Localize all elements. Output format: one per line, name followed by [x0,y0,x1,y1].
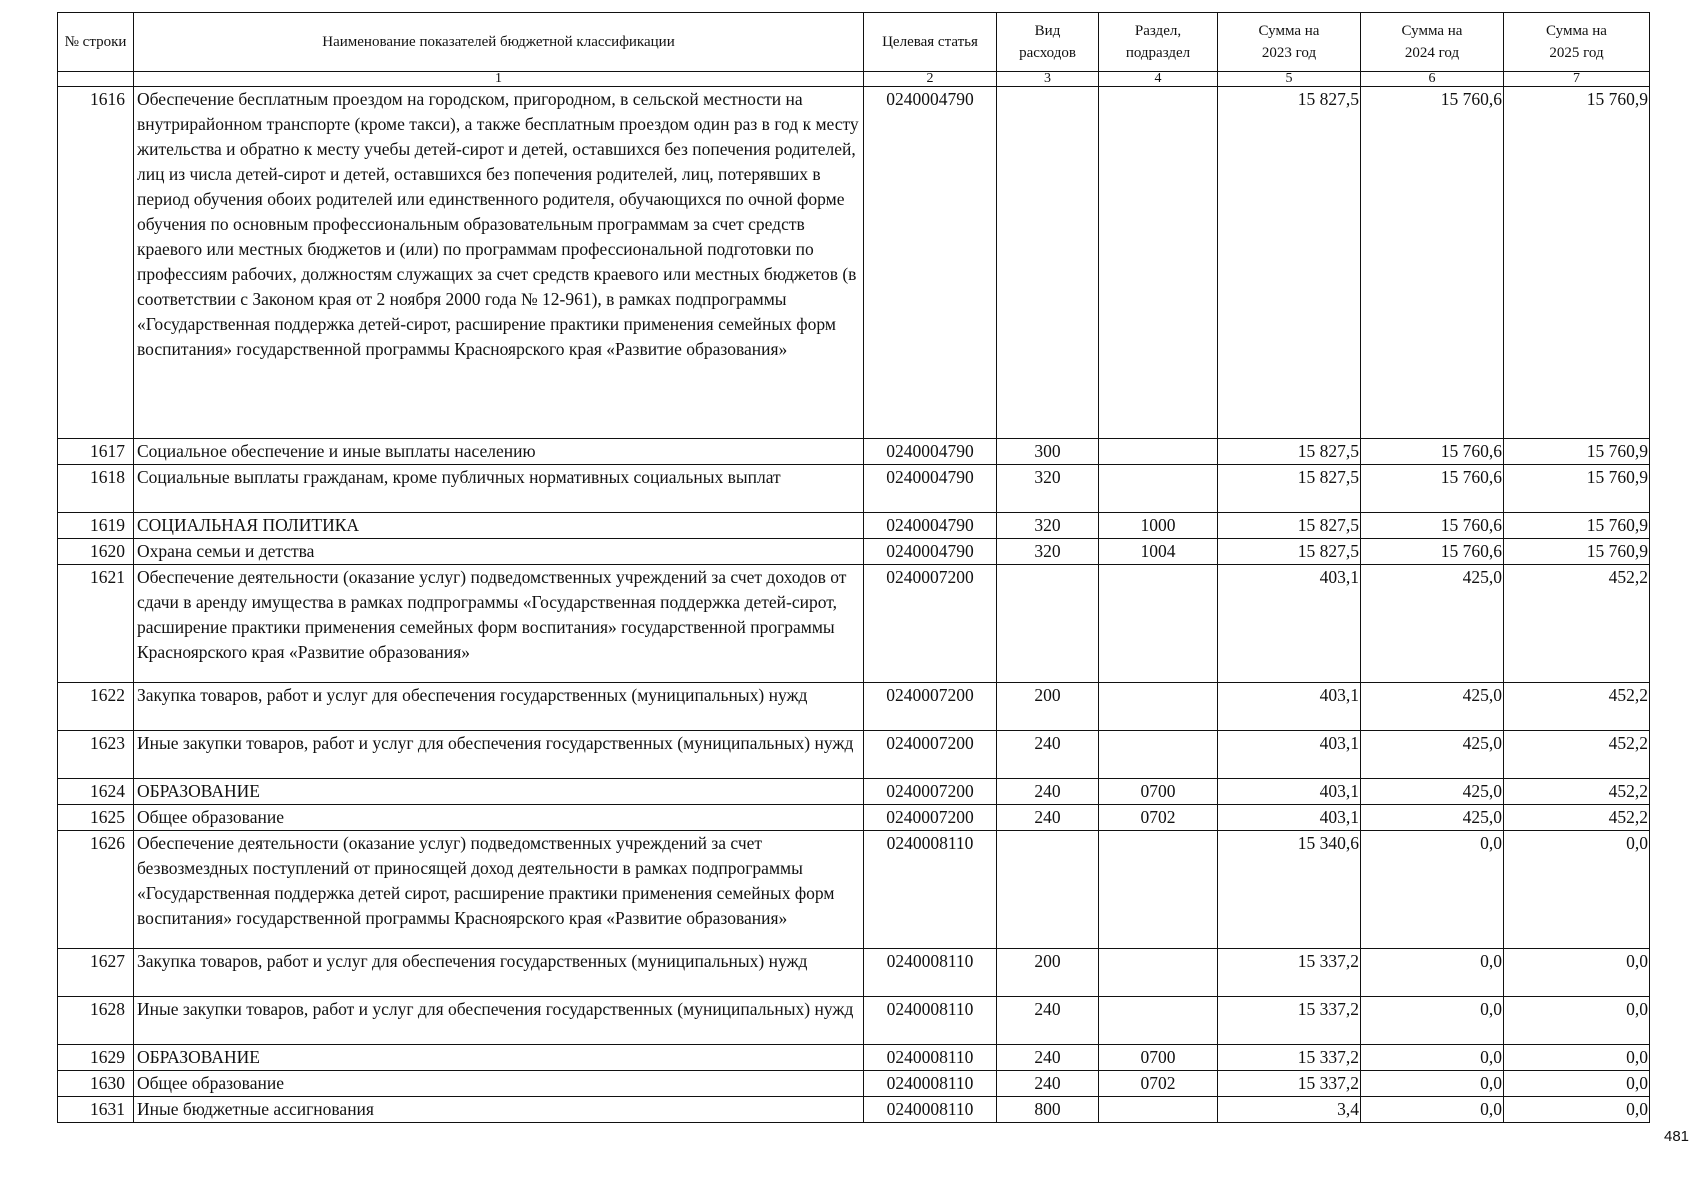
sum-2024: 425,0 [1361,683,1504,731]
target-article-code: 0240004790 [864,539,997,565]
row-number: 1619 [58,513,134,539]
row-number: 1617 [58,439,134,465]
table-row [58,805,1650,831]
sum-2024: 425,0 [1361,565,1504,683]
row-number: 1623 [58,731,134,779]
sum-2025: 15 760,9 [1504,465,1650,513]
target-article-code: 0240007200 [864,683,997,731]
indicator-name: Закупка товаров, работ и услуг для обеспечения государственных (муниципальных) нужд [134,949,864,997]
indicator-name: Закупка товаров, работ и услуг для обеспечения государственных (муниципальных) нужд [134,683,864,731]
sum-2023: 403,1 [1218,805,1361,831]
sum-2024: 0,0 [1361,1071,1504,1097]
row-number: 1626 [58,831,134,949]
expense-kind: 240 [997,997,1099,1045]
row-number: 1624 [58,779,134,805]
header-sum-2024-line2: 2024 год [1404,45,1460,61]
sum-2025: 0,0 [1504,1071,1650,1097]
sum-2023: 15 827,5 [1218,513,1361,539]
section-subsection: 1000 [1099,513,1218,539]
sum-2025: 452,2 [1504,805,1650,831]
section-subsection: 1004 [1099,539,1218,565]
sum-2025: 452,2 [1504,779,1650,805]
column-numbers-row [58,72,1650,87]
row-number: 1625 [58,805,134,831]
target-article-code: 0240008110 [864,997,997,1045]
section-subsection [1099,683,1218,731]
sum-2024: 425,0 [1361,731,1504,779]
table-row [58,779,1650,805]
expense-kind: 200 [997,683,1099,731]
table-row [58,683,1650,731]
sum-2025: 15 760,9 [1504,513,1650,539]
budget-table [57,12,1650,1123]
sum-2025: 0,0 [1504,1097,1650,1123]
header-sum-2023-line1: Сумма на [1258,23,1320,39]
indicator-name: СОЦИАЛЬНАЯ ПОЛИТИКА [134,513,864,539]
expense-kind: 240 [997,731,1099,779]
sum-2025: 0,0 [1504,997,1650,1045]
indicator-name: Иные закупки товаров, работ и услуг для обеспечения государственных (муниципальных) нужд [134,731,864,779]
indicator-name: ОБРАЗОВАНИЕ [134,1045,864,1071]
sum-2025: 15 760,9 [1504,539,1650,565]
sum-2025: 15 760,9 [1504,87,1650,439]
section-subsection [1099,87,1218,439]
table-row [58,997,1650,1045]
expense-kind: 240 [997,1045,1099,1071]
target-article-code: 0240007200 [864,779,997,805]
sum-2024: 0,0 [1361,997,1504,1045]
sum-2023: 403,1 [1218,731,1361,779]
table-row [58,1045,1650,1071]
section-subsection [1099,831,1218,949]
indicator-name: Общее образование [134,1071,864,1097]
section-subsection: 0702 [1099,805,1218,831]
expense-kind: 320 [997,539,1099,565]
header-section [1099,13,1218,72]
section-subsection: 0702 [1099,1071,1218,1097]
section-subsection [1099,949,1218,997]
column-number: 1 [134,72,864,87]
header-sum-2025-line1: Сумма на [1546,23,1607,39]
expense-kind: 300 [997,439,1099,465]
row-number: 1618 [58,465,134,513]
section-subsection [1099,565,1218,683]
column-number: 7 [1504,72,1650,87]
table-row [58,831,1650,949]
indicator-name: Социальные выплаты гражданам, кроме публичных нормативных социальных выплат [134,465,864,513]
row-number: 1622 [58,683,134,731]
column-number [58,72,134,87]
sum-2025: 452,2 [1504,565,1650,683]
expense-kind: 320 [997,465,1099,513]
indicator-name: Охрана семьи и детства [134,539,864,565]
expense-kind: 240 [997,1071,1099,1097]
target-article-code: 0240008110 [864,1097,997,1123]
sum-2023: 15 337,2 [1218,1071,1361,1097]
column-number: 4 [1099,72,1218,87]
sum-2024: 425,0 [1361,779,1504,805]
row-number: 1616 [58,87,134,439]
indicator-name: Обеспечение деятельности (оказание услуг) подведомственных учреждений за счет безвозмездных поступлений от приносящей доход деятельности в рамках подпрограммы «Государственная поддержка детей сирот, расширение практики применения семейных форм воспитания» государственной программы Красноярского края «Развитие образования» [134,831,864,949]
sum-2025: 452,2 [1504,731,1650,779]
section-subsection: 0700 [1099,779,1218,805]
table-row [58,513,1650,539]
indicator-name: Общее образование [134,805,864,831]
sum-2024: 15 760,6 [1361,87,1504,439]
target-article-code: 0240004790 [864,439,997,465]
sum-2024: 0,0 [1361,1045,1504,1071]
sum-2023: 15 337,2 [1218,949,1361,997]
target-article-code: 0240007200 [864,805,997,831]
target-article-code: 0240004790 [864,87,997,439]
page-number: 481 [1664,1128,1690,1145]
table-row [58,1071,1650,1097]
expense-kind [997,831,1099,949]
row-number: 1621 [58,565,134,683]
table-row [58,87,1650,439]
expense-kind [997,87,1099,439]
row-number: 1629 [58,1045,134,1071]
sum-2025: 0,0 [1504,1045,1650,1071]
indicator-name: Социальное обеспечение и иные выплаты населению [134,439,864,465]
column-number: 2 [864,72,997,87]
section-subsection: 0700 [1099,1045,1218,1071]
sum-2024: 15 760,6 [1361,439,1504,465]
target-article-code: 0240008110 [864,949,997,997]
sum-2023: 15 340,6 [1218,831,1361,949]
sum-2024: 0,0 [1361,949,1504,997]
header-name: Наименование показателей бюджетной классификации [134,13,864,72]
sum-2023: 15 827,5 [1218,465,1361,513]
sum-2024: 15 760,6 [1361,465,1504,513]
section-subsection [1099,1097,1218,1123]
table-row [58,565,1650,683]
header-sum-2023-line2: 2023 год [1261,45,1317,61]
header-sum-2024-line1: Сумма на [1401,23,1463,39]
target-article-code: 0240004790 [864,513,997,539]
expense-kind [997,565,1099,683]
column-number: 3 [997,72,1099,87]
header-target: Целевая статья [864,13,997,72]
budget-sheet [57,12,1649,1123]
sum-2023: 15 827,5 [1218,539,1361,565]
sum-2023: 15 827,5 [1218,87,1361,439]
sum-2024: 15 760,6 [1361,539,1504,565]
sum-2023: 15 337,2 [1218,997,1361,1045]
expense-kind: 200 [997,949,1099,997]
sum-2024: 0,0 [1361,1097,1504,1123]
sum-2024: 15 760,6 [1361,513,1504,539]
indicator-name: Иные бюджетные ассигнования [134,1097,864,1123]
sum-2024: 425,0 [1361,805,1504,831]
sum-2023: 3,4 [1218,1097,1361,1123]
header-kind [997,13,1099,72]
table-row [58,465,1650,513]
target-article-code: 0240008110 [864,1071,997,1097]
sum-2023: 403,1 [1218,779,1361,805]
row-number: 1630 [58,1071,134,1097]
expense-kind: 240 [997,805,1099,831]
table-body [58,72,1650,1123]
row-number: 1620 [58,539,134,565]
section-subsection [1099,731,1218,779]
table-row [58,439,1650,465]
sum-2025: 0,0 [1504,831,1650,949]
indicator-name: Обеспечение деятельности (оказание услуг) подведомственных учреждений за счет доходов от сдачи в аренду имущества в рамках подпрограммы «Государственная поддержка детей-сирот, расширение практики применения семейных форм воспитания» государственной программы Красноярского края «Развитие образования» [134,565,864,683]
expense-kind: 240 [997,779,1099,805]
sum-2023: 403,1 [1218,683,1361,731]
table-row [58,1097,1650,1123]
sum-2023: 15 827,5 [1218,439,1361,465]
header-sum-2024 [1361,13,1504,72]
header-row [58,13,1650,72]
header-section-line1: Раздел, [1134,23,1182,39]
expense-kind: 320 [997,513,1099,539]
row-number: 1627 [58,949,134,997]
header-sum-2023 [1218,13,1361,72]
header-sum-2025 [1504,13,1650,72]
target-article-code: 0240004790 [864,465,997,513]
indicator-name: Обеспечение бесплатным проездом на городском, пригородном, в сельской местности на внутрирайонном транспорте (кроме такси), а также бесплатным проездом один раз в год к месту жительства и обратно к месту учебы детей-сирот и детей, оставшихся без попечения родителей, лиц из числа детей-сирот и детей, оставшихся без попечения родителей, лиц, потерявших в период обучения обоих родителей или единственного родителя, обучающихся по очной форме обучения по основным профессиональным образовательным программам за счет средств краевого или местных бюджетов и (или) по программам профессиональной подготовки по профессиям рабочих, должностям служащих за счет средств краевого или местных бюджетов (в соответствии с Законом края от 2 ноября 2000 года № 12-961), в рамках подпрограммы «Государственная поддержка детей-сирот, расширение практики применения семейных форм воспитания» государственной программы Красноярского края «Развитие образования» [134,87,864,439]
sum-2023: 403,1 [1218,565,1361,683]
header-section-line2: подраздел [1125,45,1191,61]
target-article-code: 0240008110 [864,1045,997,1071]
column-number: 5 [1218,72,1361,87]
target-article-code: 0240007200 [864,565,997,683]
section-subsection [1099,465,1218,513]
indicator-name: Иные закупки товаров, работ и услуг для обеспечения государственных (муниципальных) нужд [134,997,864,1045]
sum-2025: 0,0 [1504,949,1650,997]
sum-2025: 452,2 [1504,683,1650,731]
row-number: 1628 [58,997,134,1045]
target-article-code: 0240007200 [864,731,997,779]
section-subsection [1099,439,1218,465]
column-number: 6 [1361,72,1504,87]
table-row [58,539,1650,565]
indicator-name: ОБРАЗОВАНИЕ [134,779,864,805]
row-number: 1631 [58,1097,134,1123]
sum-2024: 0,0 [1361,831,1504,949]
section-subsection [1099,997,1218,1045]
header-sum-2025-line2: 2025 год [1549,45,1604,61]
table-row [58,949,1650,997]
sum-2023: 15 337,2 [1218,1045,1361,1071]
header-kind-line2: расходов [1019,45,1076,61]
header-row-no: № строки [58,13,134,72]
expense-kind: 800 [997,1097,1099,1123]
header-kind-line1: Вид [1034,23,1061,39]
target-article-code: 0240008110 [864,831,997,949]
table-row [58,731,1650,779]
sum-2025: 15 760,9 [1504,439,1650,465]
